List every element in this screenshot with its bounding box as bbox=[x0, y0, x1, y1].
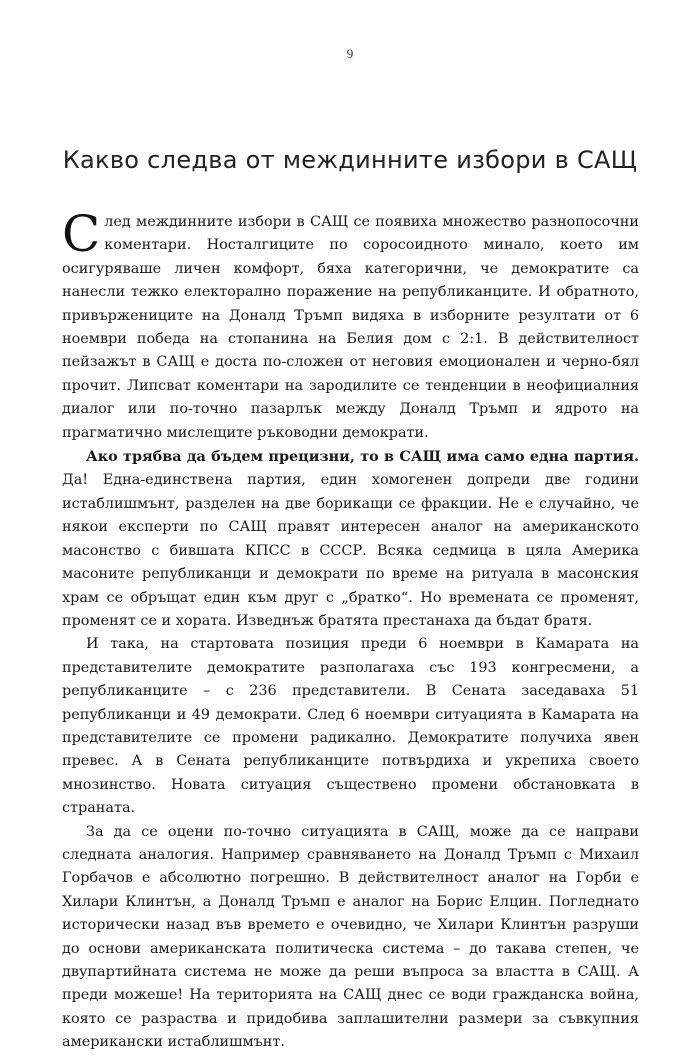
bold-lead-sentence: Ако трябва да бъдем прецизни, то в САЩ има само една партия. bbox=[86, 448, 639, 466]
paragraph-2 bbox=[62, 445, 639, 633]
body-text bbox=[62, 205, 639, 1055]
paragraph-1-text: лед междинните избори в САЩ се появиха множество разнопосочни коментари. Носталгиците по соросоидното минало, което им осигуряваше личен комфорт, бяха категорични, че демократите са нанесли тежко електорално поражение на републиканците. И обратното, привържениците на Доналд Тръмп видяха в изборните резултати от 6 ноември победа на стопанина на Белия дом с 2:1. В действителност пейзажът в САЩ е доста по-сложен от неговия емоционален и черно-бял прочит. Липсват коментари на зародилите се тенденции в неофициалния диалог или по-точно пазарлък между Доналд Тръмп и ядрото на прагматично мислещите ръководни демократи. bbox=[62, 214, 639, 441]
paragraph-1 bbox=[62, 205, 639, 445]
paragraph-4 bbox=[62, 821, 639, 1055]
chapter-title: Какво следва от междинните избори в САЩ bbox=[62, 146, 638, 174]
paragraph-3-text: И така, на стартовата позиция преди 6 ноември в Камарата на представителите демократите разполагаха със 193 конгресмени, а републиканците – с 236 представители. В Сената заседаваха 51 републиканци и 49 демократи. След 6 ноември ситуацията в Камарата на представителите се промени радикално. Демократите получиха явен превес. А в Сената републиканците потвърдиха и укрепиха своето мнозинство. Новата ситуация съществено промени обстановката в страната. bbox=[62, 636, 639, 817]
paragraph-4-text: За да се оцени по-точно ситуацията в САЩ, може да се направи следната аналогия. Например сравняването на Доналд Тръмп с Михаил Горбачов е абсолютно погрешно. В действителност аналог на Горби е Хилари Клинтън, а Доналд Тръмп е аналог на Борис Елцин. Погледнато исторически назад във времето е очевидно, че Хилари Клинтън разруши до основи американската политическа система – до такава степен, че двупартийната система не може да реши въпроса за властта в САЩ. А преди можеше! На територията на САЩ днес се води гражданска война, която се разраства и придобива заплашителни размери за съвкупния американски истаблишмънт. bbox=[62, 823, 639, 1051]
page-number: 9 bbox=[346, 46, 354, 61]
paragraph-2-text: Да! Една-единствена партия, един хомогенен допреди две години истаблишмънт, разделен на две борикащи се фракции. Не е случайно, че някои експерти по САЩ правят интересен аналог на американското масонство с бившата КПСС в СССР. Всяка седмица в цяла Америка масоните републиканци и демократи по време на ритуала в масонския храм се обръщат един към друг с „братко“. Но времената се променят, променят се и хората. Изведнъж братята престанаха да бъдат братя. bbox=[62, 472, 639, 629]
drop-cap: С bbox=[62, 205, 101, 263]
paragraph-3 bbox=[62, 633, 639, 820]
